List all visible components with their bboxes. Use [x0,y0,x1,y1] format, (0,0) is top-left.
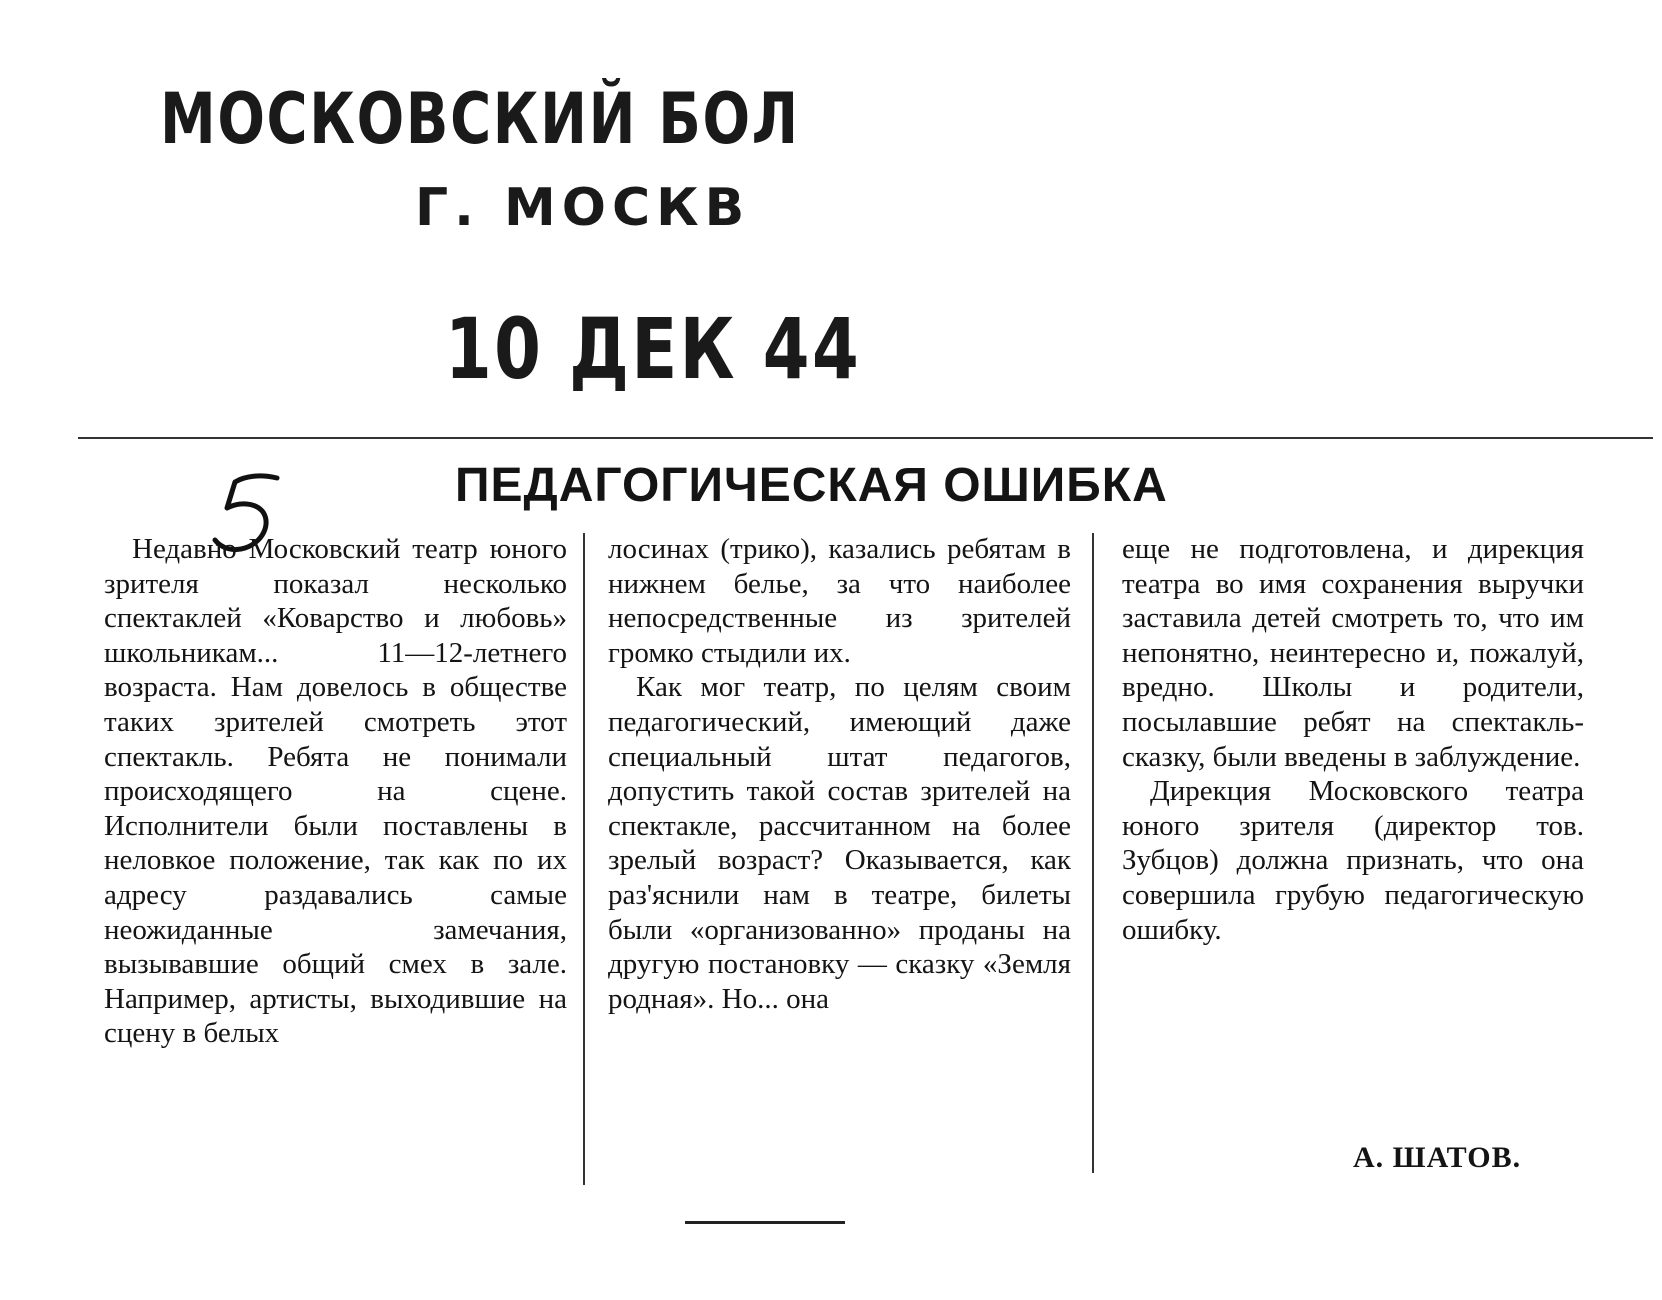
stamp-date: 10 ДЕК 44 [445,300,862,398]
bottom-rule [685,1221,845,1224]
stamp-newspaper-name: МОСКОВСКИЙ БОЛ [160,78,800,160]
column-3-paragraph-1: еще не подготовлена, и дирекция театра во имя сохранения выручки заставила детей смотреть то, что им непонятно, неинтересно и, пожалуй, вредно. Школы и родители, посылавшие ребят на спектакль-сказку, были введены в заблуждение. [1122,533,1584,773]
author-signature: А. ШАТОВ. [1353,1141,1522,1174]
stamp-city: Г. МОСКВ [415,178,751,238]
article-headline: ПЕДАГОГИЧЕСКАЯ ОШИБКА [455,459,1168,512]
column-2-paragraph-2: Как мог театр, по целям своим педагогический, имеющий даже специальный штат педагогов, допустить такой состав зрителей на спектакле, рассчитанном на более зрелый возраст? Оказывается, как раз'яснили нам в театре, билеты были «организованно» проданы на другую постановку — сказку «Земля родная». Но... она [608,671,1071,1015]
column-2-paragraph-1: лосинах (трико), казались ребятам в нижнем белье, за что наиболее непосредственные из зрителей громко стыдили их. [608,533,1071,669]
article-column-3 [1122,532,1584,947]
article-column-2 [608,532,1071,1016]
column-3-paragraph-2: Дирекция Московского театра юного зрителя (директор тов. Зубцов) должна признать, что она совершила грубую педагогическую ошибку. [1122,775,1584,946]
column-divider-1 [583,533,585,1185]
column-divider-2 [1092,533,1094,1173]
top-rule [78,437,1653,439]
column-1-paragraph-1: Недавно Московский театр юного зрителя показал несколько спектаклей «Коварство и любовь» школьникам... 11—12-летнего возраста. Нам довелось в обществе таких зрителей смотреть этот спектакль. Ребята не понимали происходящего на сцене. Исполнители были поставлены в неловкое положение, так как по их адресу раздавались самые неожиданные замечания, вызывавшие общий смех в зале. Например, артисты, выходившие на сцену в белых [104,533,567,1050]
article-column-1 [104,532,567,1051]
